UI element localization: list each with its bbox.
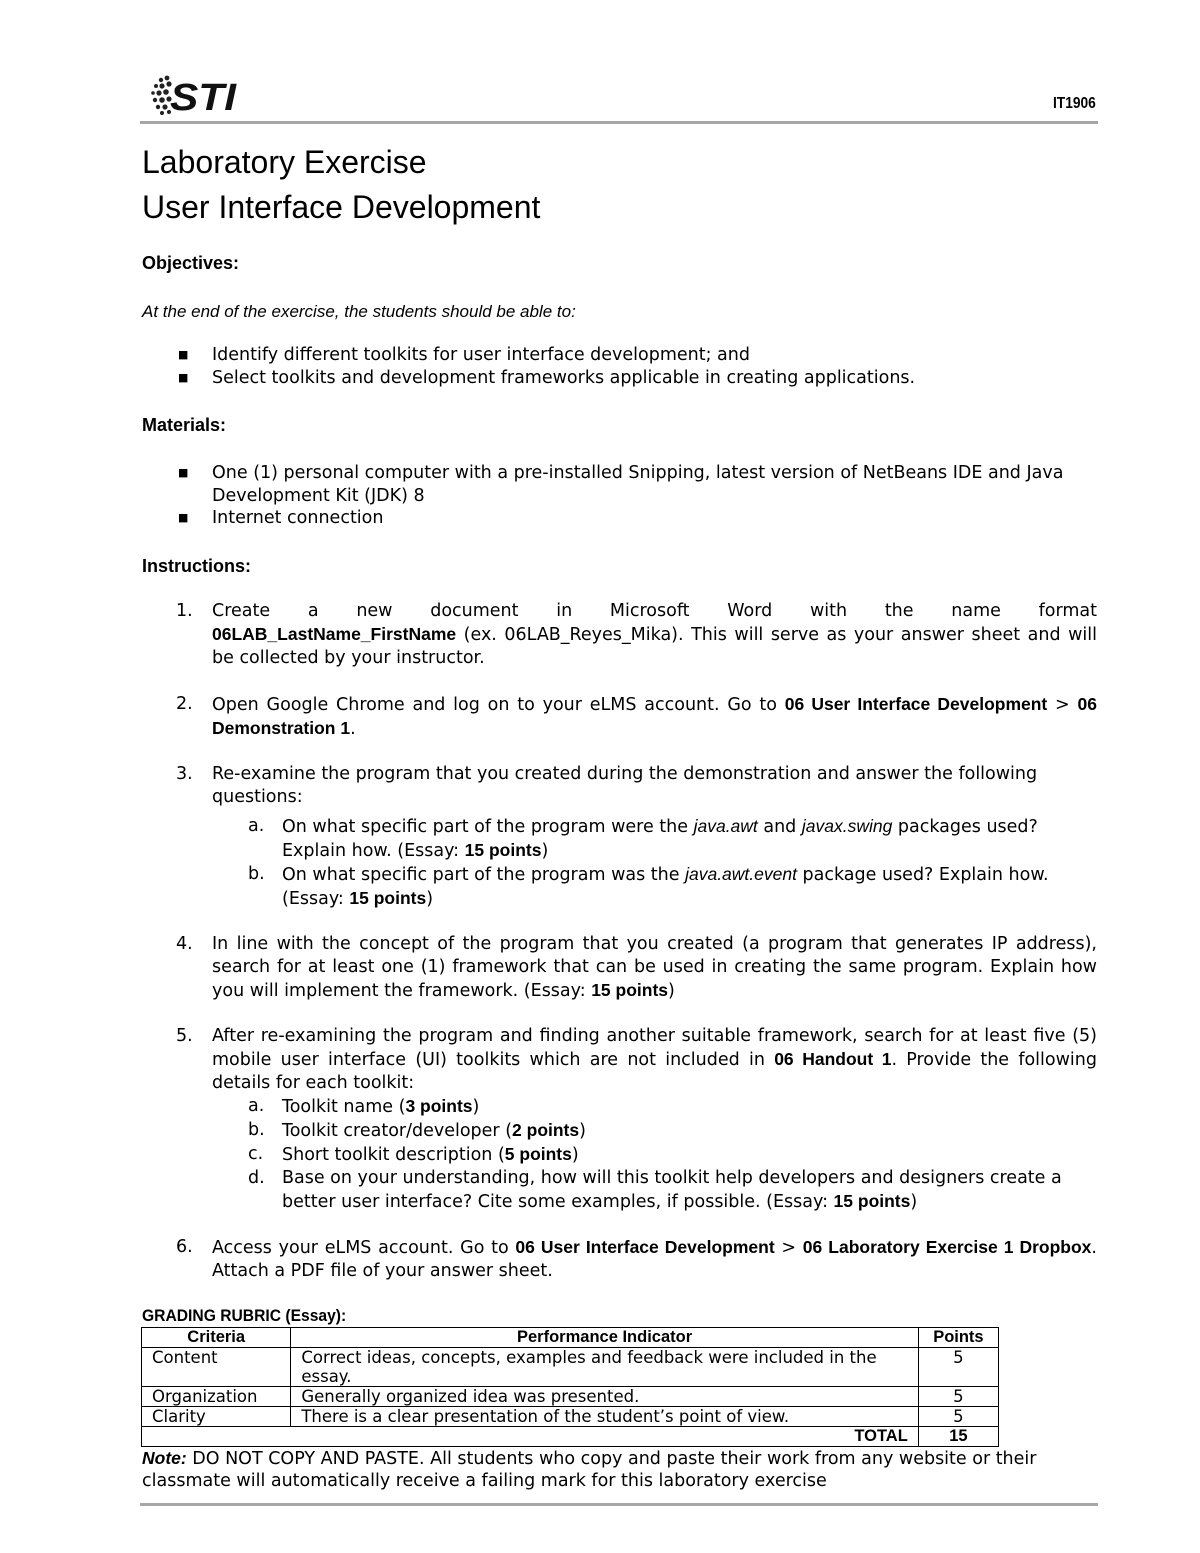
grading-rubric-table [141, 1327, 999, 1447]
logo-text: STI [170, 77, 238, 118]
header-divider [140, 121, 1098, 124]
list-item: b. On what specific part of the program was the java.awt.event package used? Explain how. (Essay: 15 points) [248, 863, 1049, 909]
document-title [142, 140, 1097, 230]
points-cell: 5 [918, 1347, 998, 1386]
title-line-2: User Interface Development [142, 189, 541, 225]
objectives-list [142, 344, 1097, 389]
bullet-icon: ■ [178, 466, 189, 479]
total-value: 15 [918, 1426, 998, 1446]
spacer [142, 670, 1097, 693]
document-body [142, 140, 1097, 1492]
bullet-icon: ■ [178, 511, 189, 524]
spacer [142, 1003, 1097, 1025]
column-header: Points [918, 1327, 998, 1347]
instructions-list [142, 600, 1097, 1283]
list-item: b. Toolkit creator/developer (2 points) [248, 1119, 586, 1141]
bullet-icon: ■ [178, 348, 189, 361]
sti-logo [150, 72, 240, 118]
note-text: DO NOT COPY AND PASTE. All students who copy and paste their work from any website or their classmate will automatically receive a failing mark for this laboratory exercise [142, 1448, 1037, 1491]
total-label: TOTAL [142, 1426, 919, 1446]
points-cell: 5 [918, 1386, 998, 1406]
criteria-cell: Clarity [142, 1406, 291, 1426]
list-item: ■ Internet connection [178, 508, 384, 528]
list-item: a. Toolkit name (3 points) [248, 1095, 480, 1117]
instruction-step-5: 5. After re-examining the program and finding another suitable framework, search for at least five (5) mobile user interface (UI) toolkits which are not included in 06 Handout 1. Provide the following details for each toolkit: a. Toolkit name (3 points) b. Toolkit creator/developer (2 points) c. Short toolkit description (5 points) d. Base on your understanding, how will this toolkit help developers and designers create a better user interface? Cite some examples, if possible. (Essay: 15 points) [176, 1025, 1097, 1212]
list-item: ■ Select toolkits and development frameworks applicable in creating applications. [178, 367, 916, 388]
note [142, 1447, 1097, 1492]
instruction-step-1: 1. Create a new document in Microsoft Word with the name format 06LAB_LastName_FirstName (ex. 06LAB_Reyes_Mika). This will serve as your answer sheet and will be collected by your instructor. [176, 600, 1097, 668]
objectives-intro: At the end of the exercise, the students should be able to: [142, 302, 576, 321]
table-row [142, 1347, 999, 1386]
step-3-questions [212, 815, 1097, 911]
column-header: Performance Indicator [291, 1327, 918, 1347]
spacer [142, 741, 1097, 763]
instructions-heading: Instructions: [142, 555, 252, 576]
list-item: d. Base on your understanding, how will this toolkit help developers and designers create a better user interface? Cite some examples, if possible. (Essay: 15 points) [248, 1167, 1062, 1212]
rubric-title: GRADING RUBRIC (Essay): [142, 1305, 347, 1325]
points-cell: 5 [918, 1406, 998, 1426]
objectives-heading: Objectives: [142, 253, 240, 273]
list-item: c. Short toolkit description (5 points) [248, 1143, 579, 1165]
bullet-icon: ■ [178, 370, 189, 384]
note-label: Note: [142, 1447, 187, 1468]
list-item: ■ Identify different toolkits for user interface development; and [178, 345, 750, 365]
indicator-cell: Generally organized idea was presented. [291, 1386, 918, 1406]
indicator-cell: Correct ideas, concepts, examples and feedback were included in the essay. [291, 1347, 918, 1386]
table-row [142, 1386, 999, 1406]
instruction-step-6: 6. Access your eLMS account. Go to 06 User Interface Development > 06 Laboratory Exercise 1 Dropbox. Attach a PDF file of your answer sheet. [176, 1236, 1097, 1281]
course-code: IT1906 [1053, 95, 1096, 112]
materials-heading: Materials: [142, 415, 227, 435]
title-line-1: Laboratory Exercise [142, 144, 427, 180]
column-header: Criteria [142, 1327, 291, 1347]
instruction-step-3: 3. Re-examine the program that you created during the demonstration and answer the following questions: a. On what specific part of the program were the java.awt and javax.swing packages used? Explain how. (Essay: 15 points) b. On what specific part of the program was the java.awt.event package used? Explain how. (Essay: 15 points) [142, 763, 1097, 911]
list-item: ■ One (1) personal computer with a pre-installed Snipping, latest version of NetBeans IDE and Java Development Kit (JDK) 8 [178, 463, 1064, 506]
materials-list [142, 462, 1097, 530]
criteria-cell: Content [142, 1347, 291, 1386]
spacer [142, 911, 1097, 933]
criteria-cell: Organization [142, 1386, 291, 1406]
footer-divider [140, 1503, 1098, 1506]
instruction-step-2: 2. Open Google Chrome and log on to your eLMS account. Go to 06 User Interface Development > 06 Demonstration 1. [176, 693, 1097, 739]
list-item: a. On what specific part of the program were the java.awt and javax.swing packages used? Explain how. (Essay: 15 points) [248, 815, 1038, 861]
total-row [142, 1426, 999, 1446]
table-row [142, 1406, 999, 1426]
table-header-row [142, 1327, 999, 1347]
instruction-step-4: 4. In line with the concept of the program that you created (a program that generates IP address), search for at least one (1) framework that can be used in creating the same program. Explain how you will implement the framework. (Essay: 15 points) [176, 933, 1097, 1001]
step-5-details [212, 1095, 1097, 1214]
spacer [142, 1214, 1097, 1236]
indicator-cell: There is a clear presentation of the student’s point of view. [291, 1406, 918, 1426]
